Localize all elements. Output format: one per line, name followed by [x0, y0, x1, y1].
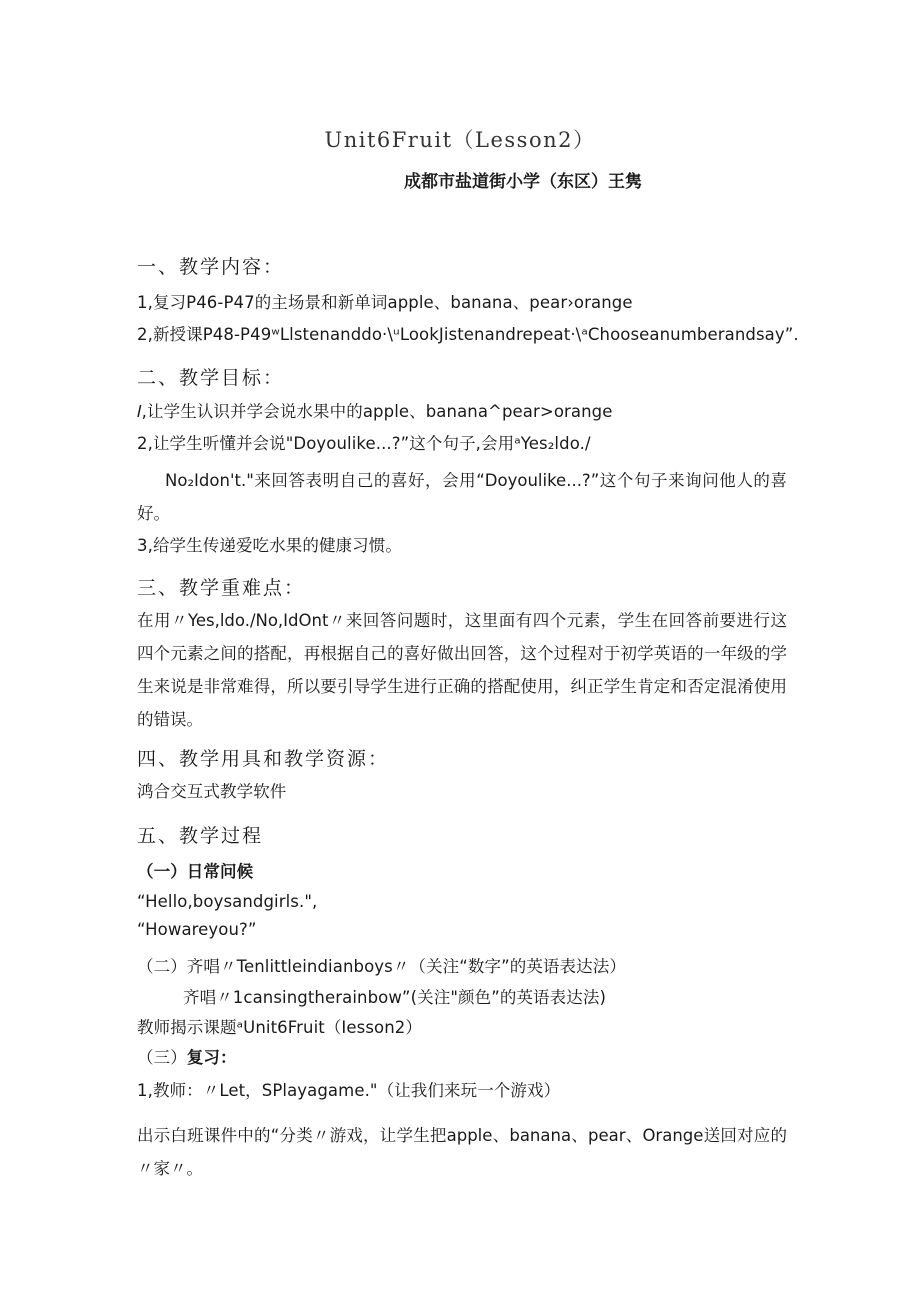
subsection-review-prefix: （三） — [137, 1048, 187, 1067]
resources-text: 鸿合交互式教学软件 — [137, 782, 287, 801]
section-heading-process: 五、教学过程 — [137, 825, 264, 847]
teacher-line: 1,教师：〃Let，SPlayagame."（让我们来玩一个游戏） — [137, 1081, 561, 1100]
document-title: Unit6Fruit（Lesson2） — [324, 128, 596, 152]
key-points-paragraph: 在用〃Yes,ldo./No,IdOnt〃来回答问题时，这里面有四个元素，学生在回答前要进行这四个元素之间的搭配，再根据自己的喜好做出回答，这个过程对于初学英语的一年级的学生来说是非常难得，所以要引导学生进行正确的搭配使用，纠正学生肯定和否定混淆使用的错误。 — [137, 611, 787, 729]
section-heading-resources: 四、教学用具和教学资源： — [137, 748, 390, 770]
song-line-2: 齐唱〃1cansingtherainbow”(关注"颜色”的英语表达法) — [183, 988, 606, 1007]
greeting-line-1: “Hello,boysandgirls.", — [137, 892, 318, 911]
topic-reveal-line: 教师揭示课题ᵃUnit6Fruit（Iesson2） — [137, 1018, 422, 1037]
song-line-1: （二）齐唱〃Tenlittleindianboys〃（关注“数字”的英语表达法） — [137, 957, 626, 976]
section-heading-content: 一、教学内容： — [137, 256, 285, 278]
section-heading-objectives: 二、教学目标： — [137, 367, 285, 389]
objective-item-2-continued: No₂Idon't."来回答表明自己的喜好，会用“Doyoulike...?”这个句子来询问他人的喜好。 — [137, 471, 787, 523]
objective-item-1: 𝐼,让学生认识并学会说水果中的apple、banana^pear>orange — [137, 402, 613, 421]
objective-item-2: 2,让学生听懂并会说"Doyoulike...?”这个句子,会用ᵃYes₂ldo./ — [137, 434, 591, 453]
activity-paragraph: 出示白班课件中的“分类〃游戏，让学生把apple、banana、pear、Orange送回对应的〃家〃。 — [137, 1126, 787, 1178]
content-item-2: 2,新授课P48-P49ʷLlstenanddo·\ᵘLookJistenandrepeat·\ᵃChooseanumberandsay”. — [137, 325, 799, 344]
author-line: 成都市盐道街小学（东区）王隽 — [404, 172, 642, 192]
subsection-review-label: 复习： — [186, 1048, 237, 1067]
subsection-review — [137, 1048, 237, 1068]
subsection-greeting: （一）日常问候 — [137, 862, 254, 881]
content-item-1: 1,复习P46-P47的主场景和新单词apple、banana、pear›orange — [137, 293, 633, 312]
objective-item-3: 3,给学生传递爱吃水果的健康习惯。 — [137, 536, 402, 555]
section-heading-key-points: 三、教学重难点： — [137, 577, 306, 599]
greeting-line-2: “Howareyou?” — [137, 920, 257, 939]
